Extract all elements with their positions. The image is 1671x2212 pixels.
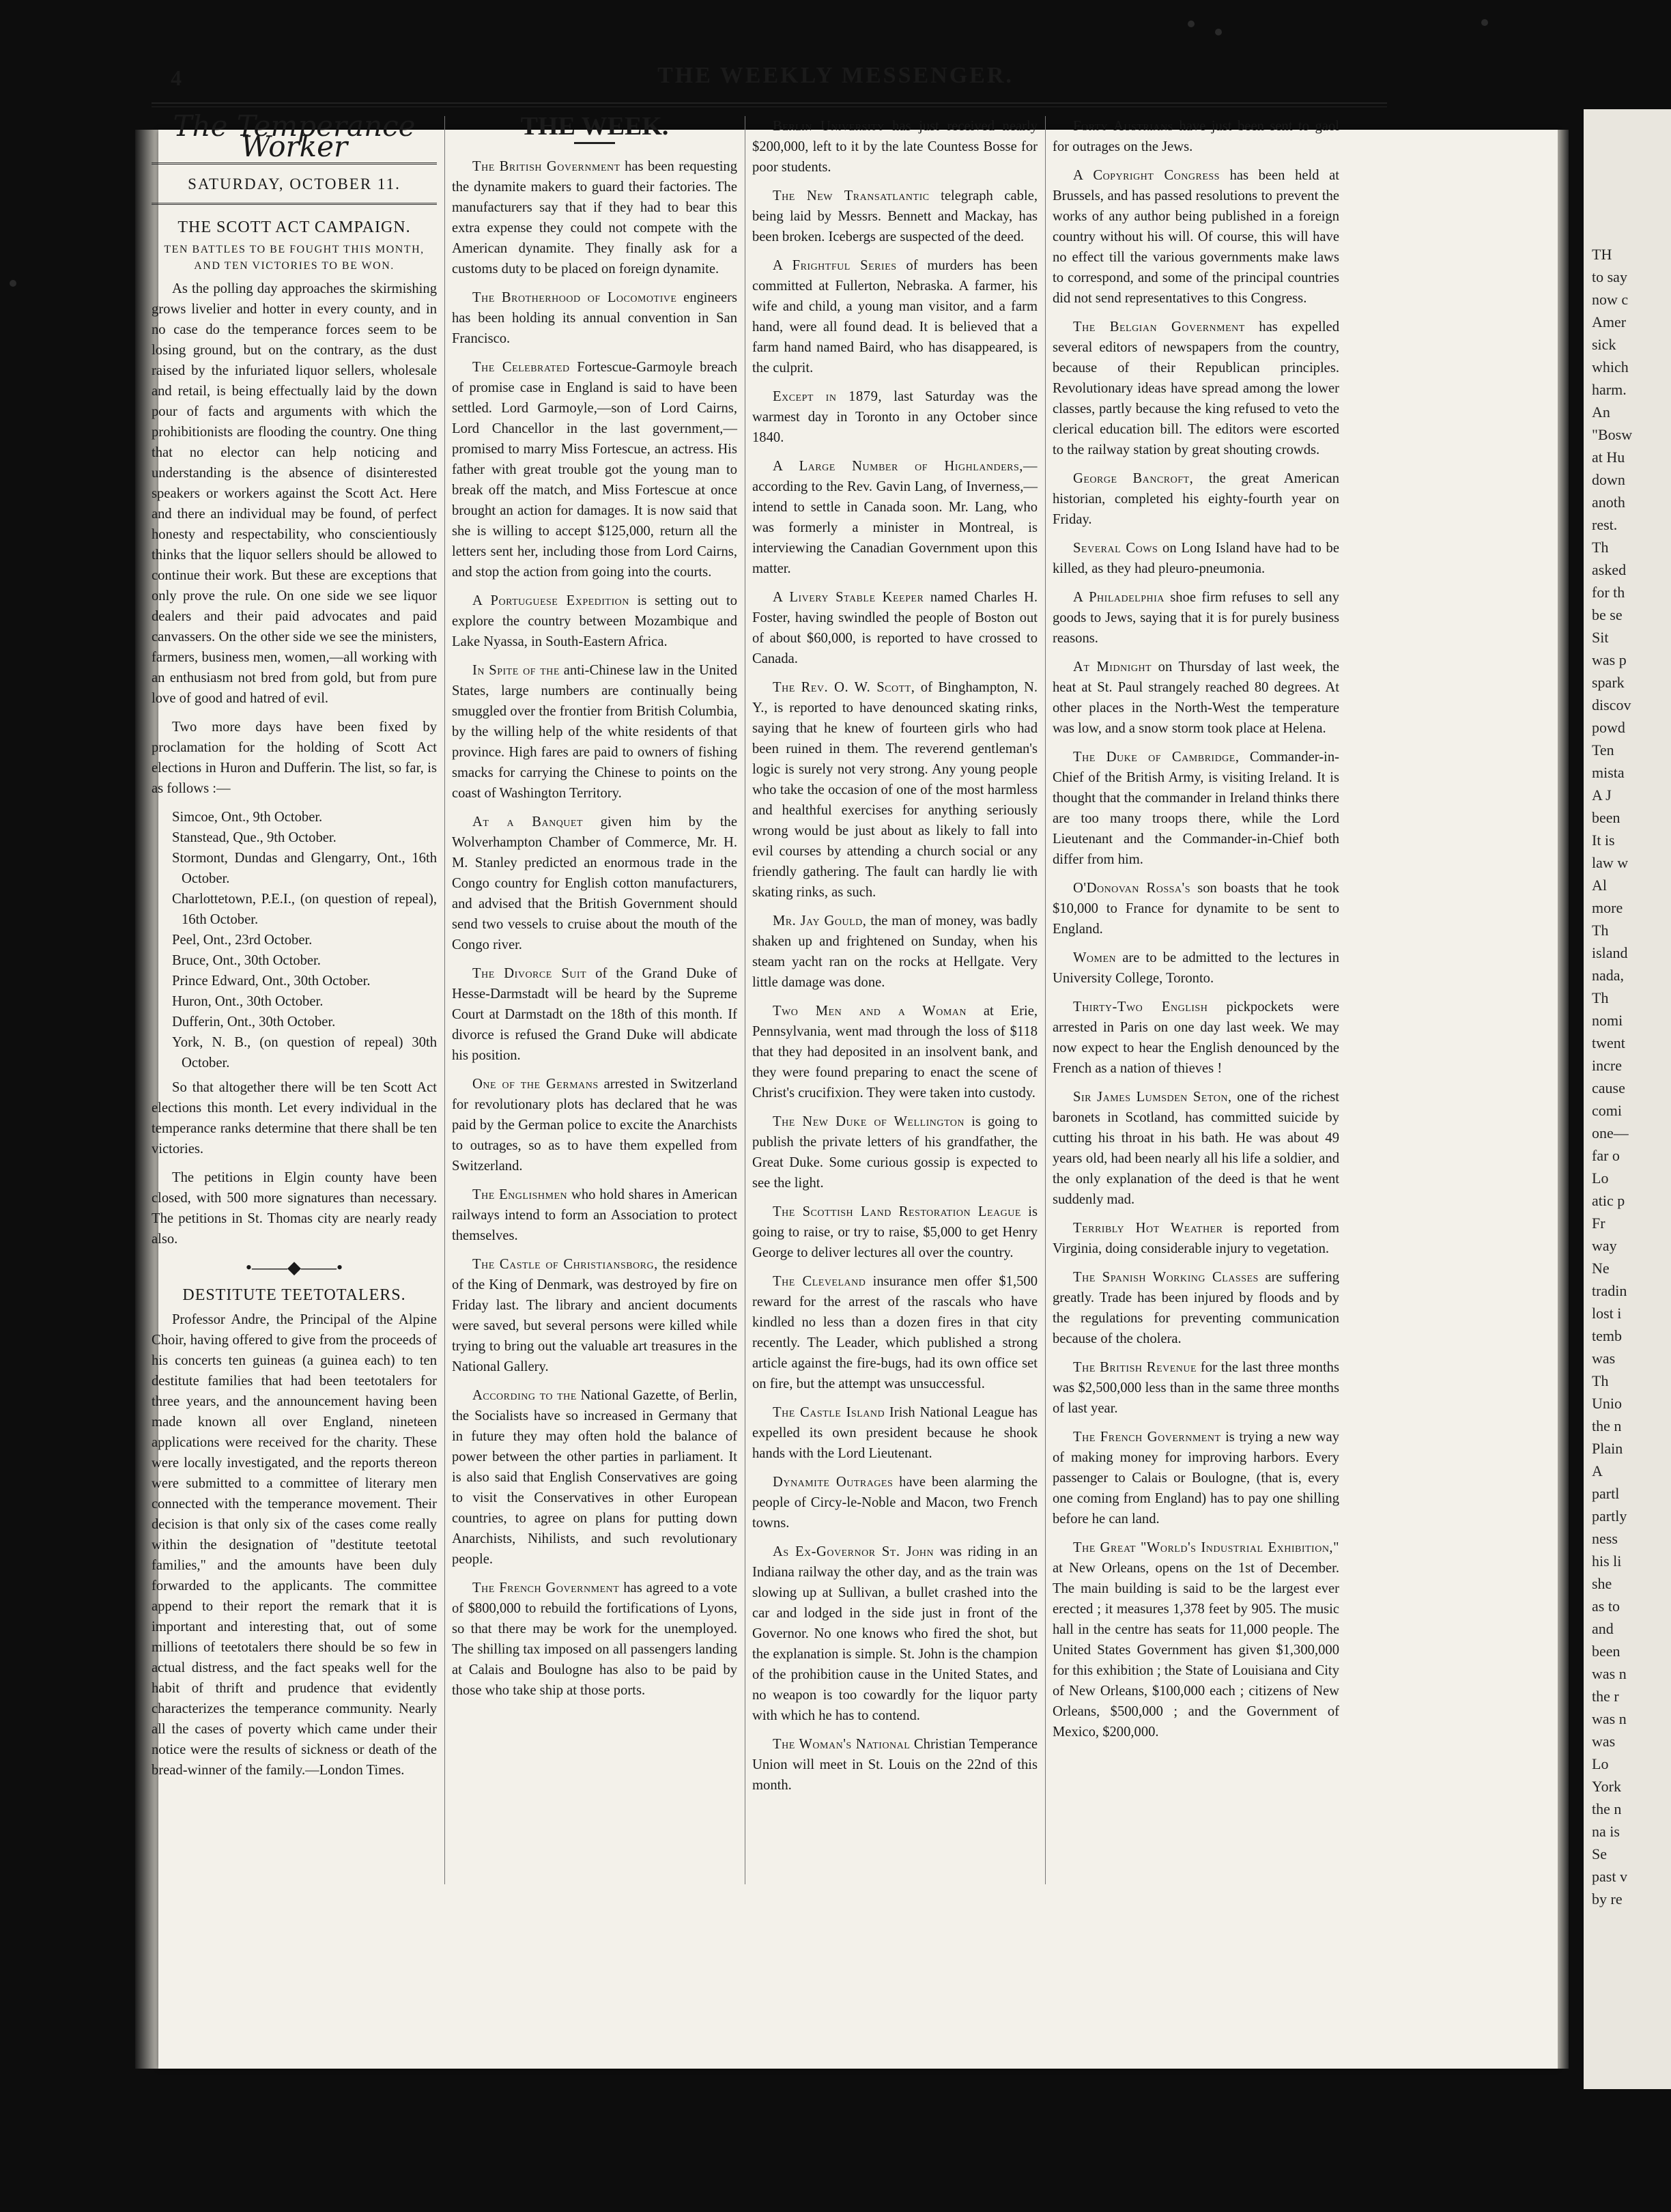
news-item-text: have been alarming the people of Circy-le-Noble and Macon, two French towns. bbox=[752, 1475, 1038, 1531]
news-item-lead: The Great "World's Industrial Exhibition," bbox=[1073, 1540, 1339, 1555]
adjacent-page-text: incre bbox=[1592, 1057, 1622, 1074]
news-item bbox=[1053, 747, 1339, 870]
news-item-text: of Binghampton, N. Y., is reported to have denounced skating rinks, saying that he knew of fourteen girls who had been ruined in them. The reverend gentleman's logic is surely not very strong. Any young people who take the occasion of one of the most harmless and healthful exercises for anything seriously wrong would be just about as likely to fall into evil courses by attending a church social or any friendly gathering. The fault can hardly lie with skating rinks, as such. bbox=[752, 680, 1038, 900]
column-the-week bbox=[452, 112, 738, 1709]
news-item bbox=[752, 255, 1038, 378]
section-title: The Temperance Worker bbox=[173, 109, 416, 163]
adjacent-page-text: tradin bbox=[1592, 1282, 1627, 1299]
adjacent-page-text: more bbox=[1592, 899, 1623, 916]
paragraph: The petitions in Elgin county have been closed, with 500 more signatures than necessary. The petitions in St. Thomas city are nearly ready also. bbox=[152, 1170, 437, 1247]
news-item-text: is setting out to explore the country between Mozambique and Lake Nyassa, in South-Eastern Africa. bbox=[452, 593, 737, 649]
news-item-lead: A Livery Stable Keeper bbox=[773, 590, 924, 605]
adjacent-page-text: asked bbox=[1592, 561, 1627, 578]
adjacent-page-text: TH bbox=[1592, 246, 1612, 263]
adjacent-page-text: na is bbox=[1592, 1823, 1620, 1840]
news-item bbox=[452, 1185, 737, 1246]
adjacent-page-text: his li bbox=[1592, 1552, 1622, 1570]
news-item-lead: A Portuguese Expedition bbox=[472, 593, 629, 608]
adjacent-page-text: twent bbox=[1592, 1034, 1625, 1051]
adjacent-page-text: An bbox=[1592, 403, 1610, 421]
news-item-lead: The Scottish Land Restoration League bbox=[773, 1204, 1021, 1219]
article-title: DESTITUTE TEETOTALERS. bbox=[182, 1286, 406, 1304]
adjacent-page-text: partly bbox=[1592, 1507, 1627, 1525]
news-item-text: pickpockets were arrested in Paris on one day last week. We may now expect to hear the English denounced by the French as a nation of thieves ! bbox=[1053, 999, 1339, 1076]
news-item bbox=[752, 1001, 1038, 1103]
news-item bbox=[1053, 317, 1339, 460]
election-list-item: Peel, Ont., 23rd October. bbox=[172, 933, 313, 948]
news-item-lead: The Englishmen bbox=[472, 1187, 568, 1202]
column-news-3 bbox=[752, 116, 1038, 1804]
news-item-text: one of the richest baronets in Scotland, has committed suicide by cutting his throat in his bath. He was about 49 years old, had been nearly all his life a soldier, and the only explanation of the deed is that he went suddenly mad. bbox=[1053, 1090, 1339, 1207]
news-item-lead: The Celebrated bbox=[472, 360, 570, 375]
adjacent-page-text: now c bbox=[1592, 291, 1629, 308]
election-list-item: Bruce, Ont., 30th October. bbox=[172, 953, 321, 968]
adjacent-page-text: by re bbox=[1592, 1890, 1623, 1908]
paragraph: Professor Andre, the Principal of the Alpine Choir, having offered to give from the proceeds of his concerts ten guineas (a guinea each) to ten destitute families that had been teetotalers for three years, and the announcement having been made known all over England, nineteen applications were received for the charity. These were locally investigated, and the reports thereon were submitted to a committee of literary men connected with the temperance movement. Their decision is that only six of the cases come really within the designation of "destitute teetotal families," and the amounts have been duly forwarded to the applicants. The committee append to their report the remark that it is important and interesting that, out of some millions of teetotalers there should be so few in actual distress, and the fact speaks well for the habit of thrift and prudence that evidently characterizes the temperance community. Nearly all the cases of poverty which came under their notice were the results of sickness or death of the bread-winner of the family.—London Times. bbox=[152, 1312, 437, 1778]
adjacent-page-text: temb bbox=[1592, 1327, 1622, 1344]
title-rule bbox=[574, 142, 615, 144]
adjacent-page-text: powd bbox=[1592, 719, 1625, 736]
news-item-lead: The Belgian Government bbox=[1073, 320, 1245, 335]
news-item-lead: George Bancroft, bbox=[1073, 471, 1194, 486]
news-item-text: of the Grand Duke of Hesse-Darmstadt will be heard by the Supreme Court at Darmstadt on the 18th of this month. If divorce is refused the Grand Duke will abdicate his position. bbox=[452, 966, 737, 1063]
news-item-text: son boasts that he took $10,000 to France for dynamite to be sent to England. bbox=[1053, 881, 1339, 937]
news-item bbox=[752, 456, 1038, 579]
news-item bbox=[452, 591, 737, 652]
news-item-lead: Berlin University bbox=[773, 119, 885, 134]
adjacent-page-text: law w bbox=[1592, 854, 1629, 871]
news-item bbox=[752, 1472, 1038, 1533]
column-rule bbox=[1045, 116, 1046, 1884]
news-items bbox=[1053, 116, 1339, 1742]
news-item-lead: The Rev. O. W. Scott, bbox=[773, 680, 915, 695]
adjacent-page-text: she bbox=[1592, 1575, 1612, 1592]
news-item-lead: At a Banquet bbox=[472, 814, 584, 830]
news-item-lead: The New Duke of Wellington bbox=[773, 1114, 965, 1129]
news-item bbox=[752, 587, 1038, 669]
news-item bbox=[752, 1202, 1038, 1263]
news-item-text: the residence of the King of Denmark, was destroyed by fire on Friday last. The library and ancient documents were saved, but several persons were killed while trying to bring out the valuable art treasures in the National Gallery. bbox=[452, 1257, 737, 1374]
news-item-text: telegraph cable, being laid by Messrs. Bennett and Mackay, has been broken. Icebergs are suspected of the deed. bbox=[752, 188, 1038, 244]
adjacent-page-text: atic p bbox=[1592, 1192, 1625, 1209]
adjacent-page-text: comi bbox=[1592, 1102, 1622, 1119]
news-item-text: for the last three months was $2,500,000 less than in the same three months of last year. bbox=[1053, 1360, 1339, 1416]
adjacent-page-text: was bbox=[1592, 1733, 1616, 1750]
news-item-text: engineers has been holding its annual convention in San Francisco. bbox=[452, 290, 737, 346]
adjacent-page-text: York bbox=[1592, 1778, 1622, 1795]
news-item-lead: The Duke of Cambridge, bbox=[1073, 750, 1240, 765]
adjacent-page-text: was p bbox=[1592, 651, 1627, 668]
adjacent-page-text: nomi bbox=[1592, 1012, 1623, 1029]
news-item-lead: In Spite of the bbox=[472, 663, 560, 678]
adjacent-page-text: Plain bbox=[1592, 1440, 1623, 1457]
news-item bbox=[1053, 165, 1339, 309]
news-item-text: is reported from Virginia, doing considerable injury to vegetation. bbox=[1053, 1221, 1339, 1256]
election-list-item: Huron, Ont., 30th October. bbox=[172, 994, 324, 1009]
adjacent-page-text: been bbox=[1592, 1643, 1620, 1660]
news-item-lead: The Brotherhood of Locomotive bbox=[472, 290, 677, 305]
news-item-lead: Thirty-Two English bbox=[1073, 999, 1208, 1015]
adjacent-page-text: ness bbox=[1592, 1530, 1618, 1547]
news-item-text: Christian Temperance Union will meet in St. Louis on the 22nd of this month. bbox=[752, 1737, 1038, 1793]
news-item-lead: The British Government bbox=[472, 159, 620, 174]
news-item-text: shoe firm refuses to sell any goods to Jews, saying that it is for purely business reasons. bbox=[1053, 590, 1339, 646]
adjacent-page-text: and bbox=[1592, 1620, 1614, 1637]
news-item-text: has been requesting the dynamite makers to guard their factories. The manufacturers say that if they had to bear this extra expense they could not compete with the American dynamite. They finally ask for a customs duty to be placed on foreign dynamite. bbox=[452, 159, 738, 276]
adjacent-page-text: way bbox=[1592, 1237, 1617, 1254]
news-item-lead: Women bbox=[1073, 950, 1117, 965]
adjacent-page-text: Lo bbox=[1592, 1755, 1609, 1772]
news-item bbox=[1053, 1357, 1339, 1419]
news-item bbox=[452, 1578, 737, 1701]
news-item-lead: According to the bbox=[472, 1388, 577, 1403]
paragraph: As the polling day approaches the skirmishing grows livelier and hotter in every county, and in no case do the temperance forces seem to be losing ground, but on the contrary, as the dust raised by the infuriated liquor sellers, wholesale and retail, is being effectually laid by the down pour of facts and arguments with which the prohibitionists are flooding the country. One thing that no elector can help noticing and understanding is the absence of disinterested speakers or workers against the Scott Act. Here and there an individual may be found, of perfect honesty and respectability, who conscientiously thinks that the liquor sellers should be allowed to continue their work. But these are exceptions that only prove the rule. On one side we see liquor dealers and their paid advocates and paid canvassers. On the other side we see the ministers, farmers, business men, women,—all working with an enthusiasm not bred from gold, but from pure love of good and hatred of evil. bbox=[152, 281, 437, 706]
news-item bbox=[452, 1385, 737, 1570]
news-item-text: arrested in Switzerland for revolutionary plots has declared that he was paid by the German police to excite the Anarchists to outrages, so as to have them expelled from Switzerland. bbox=[452, 1077, 737, 1174]
adjacent-page-text: to say bbox=[1592, 268, 1627, 285]
news-item bbox=[452, 963, 737, 1066]
adjacent-page-fragment bbox=[1584, 109, 1671, 2089]
news-item-text: is trying a new way of making money for improving harbors. Every passenger to Calais or Boulogne, (that is, every one coming from England) has to pay one shilling before he can land. bbox=[1053, 1430, 1339, 1527]
news-item bbox=[452, 812, 737, 955]
news-item-text: Fortescue-Garmoyle breach of promise case in England is said to have been settled. Lord Garmoyle,—son of Lord Cairns, Lord Chancellor in the last government,— promised to marry Miss Fortescue, an actress. His father with great trouble got the young man to break off the match, and Miss Fortescue at once brought an action for damages. It is now said that she is willing to accept $125,000, return all the letters sent her, including those from Lord Cairns, and stop the action from going into the courts. bbox=[452, 360, 738, 580]
adjacent-page-text: one— bbox=[1592, 1124, 1629, 1142]
page-edge-shadow bbox=[1558, 130, 1569, 2069]
news-item-lead: The Cleveland bbox=[773, 1274, 866, 1289]
adjacent-page-text: sick bbox=[1592, 336, 1616, 353]
paragraph: So that altogether there will be ten Scott Act elections this month. Let every individual in the temperance ranks determine that there shall be ten victories. bbox=[152, 1080, 437, 1157]
adjacent-page-text: Ten bbox=[1592, 741, 1614, 758]
adjacent-page-text: Th bbox=[1592, 989, 1609, 1006]
adjacent-page-text: as to bbox=[1592, 1598, 1620, 1615]
adjacent-page-text: been bbox=[1592, 809, 1620, 826]
news-item-text: Irish National League has expelled its own president because he shook hands with the Lord Lieutenant. bbox=[752, 1405, 1038, 1461]
adjacent-page-text: partl bbox=[1592, 1485, 1620, 1502]
news-item bbox=[1053, 1087, 1339, 1210]
news-item bbox=[752, 116, 1038, 178]
news-item bbox=[1053, 657, 1339, 739]
news-item bbox=[1053, 538, 1339, 579]
news-item bbox=[752, 911, 1038, 993]
news-item bbox=[452, 357, 737, 582]
adjacent-page-text: island bbox=[1592, 944, 1628, 961]
scan-speck bbox=[1215, 29, 1222, 36]
news-item-text: are to be admitted to the lectures in University College, Toronto. bbox=[1053, 950, 1339, 986]
news-item bbox=[452, 1254, 737, 1377]
news-item-lead: The British Revenue bbox=[1073, 1360, 1197, 1375]
masthead: THE WEEKLY MESSENGER. bbox=[657, 63, 1014, 88]
news-item-lead: The Spanish Working Classes bbox=[1073, 1270, 1259, 1285]
article-subhead: TEN BATTLES TO BE FOUGHT THIS MONTH, AND TEN VICTORIES TO BE WON. bbox=[164, 244, 425, 272]
news-item-lead: O'Donovan Rossa's bbox=[1073, 881, 1191, 896]
adjacent-page-text: far o bbox=[1592, 1147, 1620, 1164]
adjacent-page-text: Th bbox=[1592, 1372, 1609, 1389]
adjacent-page-text: Ne bbox=[1592, 1260, 1610, 1277]
paragraph: Two more days have been fixed by proclamation for the holding of Scott Act elections in Huron and Dufferin. The list, so far, is as follows :— bbox=[152, 720, 437, 796]
news-item bbox=[452, 660, 737, 804]
adjacent-page-text: cause bbox=[1592, 1079, 1625, 1096]
news-item bbox=[1053, 878, 1339, 939]
adjacent-page-text: was bbox=[1592, 1350, 1616, 1367]
news-item bbox=[1053, 1267, 1339, 1349]
news-item bbox=[1053, 1218, 1339, 1259]
adjacent-page-text: spark bbox=[1592, 674, 1625, 691]
news-item-text: last Saturday was the warmest day in Toronto in any October since 1840. bbox=[752, 389, 1038, 445]
news-item bbox=[752, 1542, 1038, 1726]
article-title: THE SCOTT ACT CAMPAIGN. bbox=[177, 218, 411, 236]
adjacent-page-text: down bbox=[1592, 471, 1625, 488]
adjacent-page-text: Al bbox=[1592, 877, 1607, 894]
adjacent-page-text: Th bbox=[1592, 922, 1609, 939]
adjacent-page-text: for th bbox=[1592, 584, 1625, 601]
news-item bbox=[752, 186, 1038, 247]
election-list-item: Prince Edward, Ont., 30th October. bbox=[172, 974, 371, 989]
news-item bbox=[1053, 468, 1339, 530]
adjacent-page-text: be se bbox=[1592, 606, 1623, 623]
news-item bbox=[452, 287, 737, 349]
news-item bbox=[752, 677, 1038, 903]
adjacent-page-text: Amer bbox=[1592, 313, 1627, 330]
news-item-text: have just been sent to gaol for outrages on the Jews. bbox=[1053, 119, 1339, 154]
adjacent-page-text: was n bbox=[1592, 1665, 1627, 1682]
news-item-text: is going to publish the private letters of his grandfather, the Great Duke. Some curious gossip is expected to see the light. bbox=[752, 1114, 1038, 1191]
column-rule bbox=[444, 116, 445, 1884]
scan-speck bbox=[1188, 20, 1195, 27]
news-item-text: according to the Rev. Gavin Lang, of Inverness,—intend to settle in Canada soon. Mr. Lang, who was formerly a minister in Montreal, is interviewing the Canadian Government upon this matter. bbox=[752, 479, 1038, 576]
election-list-item: York, N. B., (on question of repeal) 30th October. bbox=[172, 1035, 437, 1070]
news-item-text: the great American historian, completed his eighty-fourth year on Friday. bbox=[1053, 471, 1339, 527]
news-item-text: Commander-in-Chief of the British Army, is visiting Ireland. It is thought that the commander in Ireland thinks there are too many troops there, while the Lord Lieutenant and the Commander-in-Chief both differ from him. bbox=[1053, 750, 1339, 867]
column-temperance-worker bbox=[152, 109, 437, 1789]
news-item-text: is going to raise, or try to raise, $5,000 to get Henry George to deliver lectures all over the country. bbox=[752, 1204, 1038, 1260]
adjacent-page-text: anoth bbox=[1592, 494, 1625, 511]
adjacent-page-text: It is bbox=[1592, 832, 1615, 849]
news-item-lead: A Copyright Congress bbox=[1073, 168, 1220, 183]
adjacent-page-text: discov bbox=[1592, 696, 1631, 713]
adjacent-page-text: lost i bbox=[1592, 1305, 1622, 1322]
news-item-lead: The Castle Island bbox=[773, 1405, 885, 1420]
election-list bbox=[152, 807, 437, 1073]
section-title: THE WEEK. bbox=[520, 112, 669, 141]
news-item-text: of murders has been committed at Fullerton, Nebraska. A farmer, his wife and child, a young man visitor, and a farm hand, were all found dead. It is believed that a farm hand named Baird, who has disappeared, is the culprit. bbox=[752, 258, 1038, 375]
news-item-lead: The Divorce Suit bbox=[472, 966, 587, 981]
election-list-item: Dufferin, Ont., 30th October. bbox=[172, 1015, 336, 1030]
news-item-lead: Except in 1879, bbox=[773, 389, 883, 404]
adjacent-page-text: mista bbox=[1592, 764, 1625, 781]
adjacent-page-text: rest. bbox=[1592, 516, 1618, 533]
news-item bbox=[1053, 948, 1339, 989]
news-item bbox=[452, 156, 737, 279]
adjacent-page-text: Unio bbox=[1592, 1395, 1622, 1412]
adjacent-page-text: the n bbox=[1592, 1417, 1622, 1434]
news-item bbox=[1053, 116, 1339, 157]
adjacent-page-text: A J bbox=[1592, 786, 1612, 804]
adjacent-page-text: past v bbox=[1592, 1868, 1627, 1885]
news-item bbox=[752, 1734, 1038, 1796]
ornament-divider: •——◆——• bbox=[245, 1258, 343, 1277]
news-item bbox=[752, 1271, 1038, 1394]
news-item-text: the man of money, was badly shaken up and frightened on Sunday, when his steam yacht ran on the rocks at Hellgate. Very little damage was done. bbox=[752, 913, 1038, 990]
news-item-text: given him by the Wolverhampton Chamber of Commerce, Mr. H. M. Stanley predicted an enormous trade in the Congo country for English cotton manufacturers, and advised that the British Government should send two vessels to cruise about the mouth of the Congo river. bbox=[452, 814, 737, 952]
adjacent-page-text: A bbox=[1592, 1462, 1603, 1479]
news-item-lead: A Large Number of Highlanders,— bbox=[773, 459, 1038, 474]
news-item-lead: The Woman's National bbox=[773, 1737, 911, 1752]
news-item-lead: Terribly Hot Weather bbox=[1073, 1221, 1223, 1236]
news-item-lead: The French Government bbox=[472, 1580, 620, 1596]
news-item-lead: Two Men and a Woman bbox=[773, 1004, 967, 1019]
dateline-rule bbox=[152, 203, 437, 205]
election-list-item: Charlottetown, P.E.I., (on question of repeal), 16th October. bbox=[172, 892, 437, 927]
adjacent-page-text: Lo bbox=[1592, 1169, 1609, 1187]
news-item-lead: A Frightful Series bbox=[773, 258, 897, 273]
news-item-lead: Several Cows bbox=[1073, 541, 1158, 556]
news-item-lead: One of the Germans bbox=[472, 1077, 599, 1092]
news-item-text: has been held at Brussels, and has passed resolutions to prevent the works of any author being published in a foreign country without his will. Of course, this will have no effect till the various governments make laws to correspond, and some of the principal countries did not send representatives to this Congress. bbox=[1053, 168, 1339, 306]
news-item-text: on Long Island have had to be killed, as they had pleuro-pneumonia. bbox=[1053, 541, 1339, 576]
news-item-lead: Forty Austrians bbox=[1073, 119, 1173, 134]
news-item bbox=[752, 1402, 1038, 1464]
news-item-lead: Sir James Lumsden Seton, bbox=[1073, 1090, 1232, 1105]
news-item-lead: The Castle of Christiansborg, bbox=[472, 1257, 658, 1272]
adjacent-page-text: Fr bbox=[1592, 1215, 1605, 1232]
news-items bbox=[752, 116, 1038, 1796]
news-item bbox=[752, 1111, 1038, 1193]
news-item-lead: Mr. Jay Gould, bbox=[773, 913, 867, 928]
adjacent-page-text: harm. bbox=[1592, 381, 1627, 398]
news-item-text: at Erie, Pennsylvania, went mad through the loss of $118 that they had deposited in an insolvent bank, and they were found preparing to enact the scene of Christ's crucifixion. They were taken into custody. bbox=[752, 1004, 1038, 1101]
news-item-lead: At Midnight bbox=[1073, 660, 1152, 675]
news-item-text: are suffering greatly. Trade has been injured by floods and by the regulations for preventing communication because of the cholera. bbox=[1053, 1270, 1339, 1346]
news-item-text: anti-Chinese law in the United States, large numbers are continually being smuggled over the frontier from British Columbia, by the willing help of the white residents of that province. High fares are paid to owners of fishing smacks for carrying the Chinese to points on the coast of Washington Territory. bbox=[452, 663, 737, 801]
adjacent-page-text: "Bosw bbox=[1592, 426, 1633, 443]
news-item-lead: The French Government bbox=[1073, 1430, 1221, 1445]
adjacent-page-text: Th bbox=[1592, 539, 1609, 556]
news-items bbox=[452, 156, 737, 1701]
election-list-item: Stanstead, Que., 9th October. bbox=[172, 830, 337, 845]
news-item-lead: The New Transatlantic bbox=[773, 188, 930, 203]
dateline: SATURDAY, OCTOBER 11. bbox=[188, 175, 401, 193]
news-item-text: was riding in an Indiana railway the other day, and as the train was slowing up at Sullivan, a bullet crashed into the car and lodged in the side just in front of the Governor. No one knows who fired the shot, but the explanation is simple. St. John is the champion of the prohibition cause in the United States, and no weapon is too cowardly for the liquor party with which he has to contend. bbox=[752, 1544, 1038, 1723]
news-item-lead: A Philadelphia bbox=[1073, 590, 1165, 605]
page-number: 4 bbox=[171, 66, 182, 90]
news-item-text: has just received nearly $200,000, left to it by the late Countess Bosse for poor students. bbox=[752, 119, 1038, 175]
adjacent-page-text: nada, bbox=[1592, 967, 1625, 984]
news-item bbox=[1053, 587, 1339, 649]
adjacent-page-text: Se bbox=[1592, 1845, 1607, 1862]
adjacent-page-text: at Hu bbox=[1592, 449, 1625, 466]
news-item bbox=[1053, 1427, 1339, 1529]
news-item-text: has agreed to a vote of $800,000 to rebuild the fortifications of Lyons, so that there may be work for the unemployed. The shilling tax imposed on all passengers landing at Calais and Boulogne has also to be paid by those who take ship at those ports. bbox=[452, 1580, 738, 1698]
news-item-text: has expelled several editors of newspapers from the country, because of their Republican principles. Revolutionary ideas have spread among the lower classes, partly because the king refused to veto the clerical education bill. The editors were escorted to the railway station by great shouting crowds. bbox=[1053, 320, 1339, 457]
scan-speck bbox=[1481, 19, 1488, 26]
scan-speck bbox=[10, 280, 16, 287]
news-item bbox=[452, 1074, 737, 1176]
adjacent-page-text: the r bbox=[1592, 1688, 1619, 1705]
election-list-item: Simcoe, Ont., 9th October. bbox=[172, 810, 323, 825]
adjacent-page-text: Sit bbox=[1592, 629, 1609, 646]
column-news-4 bbox=[1053, 116, 1339, 1750]
news-item-text: at New Orleans, opens on the 1st of December. The main building is said to be the largest ever erected ; it measures 1,378 feet by 905. The music hall in the centre has seats for 11,000 people. The United States Government has given $1,300,000 for this exhibition ; the State of Louisiana and City of New Orleans, $100,000 each ; citizens of New Orleans, $500,000 ; and the Government of Mexico, $200,000. bbox=[1053, 1561, 1339, 1740]
news-item-lead: Dynamite Outrages bbox=[773, 1475, 894, 1490]
news-item-text: who hold shares in American railways intend to form an Association to protect themselves. bbox=[452, 1187, 737, 1243]
news-item bbox=[1053, 1537, 1339, 1742]
adjacent-page-text: which bbox=[1592, 358, 1629, 375]
election-list-item: Stormont, Dundas and Glengarry, Ont., 16th October. bbox=[172, 851, 437, 886]
news-item bbox=[1053, 997, 1339, 1079]
news-item-text: on Thursday of last week, the heat at St. Paul strangely reached 80 degrees. At other places in the North-West the temperature was low, and a snow storm took place at Helena. bbox=[1053, 660, 1340, 736]
news-item-text: insurance men offer $1,500 reward for the arrest of the rascals who have kindled no less than a dozen fires in that city recently. The Leader, which published a strong article against the fire-bugs, had its own office set on fire, but the attempt was unsuccessful. bbox=[752, 1274, 1038, 1391]
news-item bbox=[752, 386, 1038, 448]
news-item-lead: As Ex-Governor St. John bbox=[773, 1544, 934, 1559]
news-item-text: named Charles H. Foster, having swindled the people of Boston out of about $60,000, is reported to have crossed to Canada. bbox=[752, 590, 1038, 666]
adjacent-page-text: the n bbox=[1592, 1800, 1622, 1817]
news-item-text: National Gazette, of Berlin, the Socialists have so increased in Germany that in future they may often hold the balance of power between the other parties in parliament. It is also said that English Conservatives are going to visit the Conservatives in other European countries, to agree on plans for putting down Anarchists, Nihilists, and such revolutionary people. bbox=[452, 1388, 737, 1567]
masthead-rule bbox=[152, 102, 1387, 104]
adjacent-page-text: was n bbox=[1592, 1710, 1627, 1727]
